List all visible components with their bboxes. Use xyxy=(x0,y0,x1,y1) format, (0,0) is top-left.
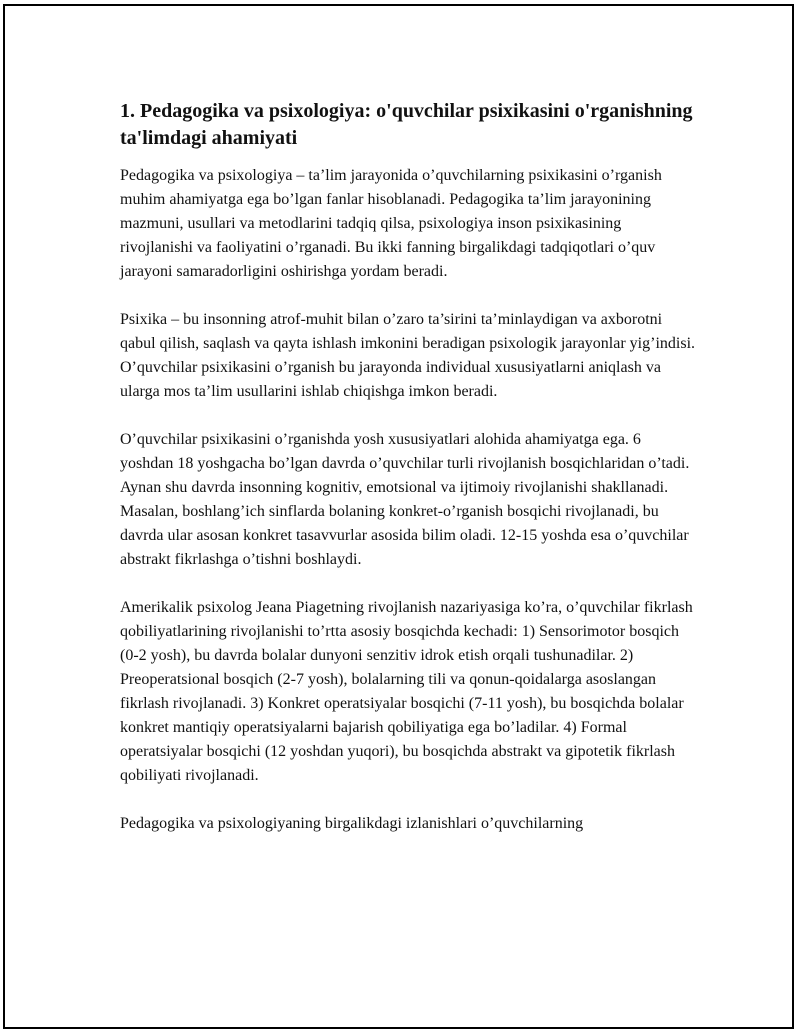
paragraph-3: O’quvchilar psixikasini o’rganishda yosh xususiyatlari alohida ahamiyatga ega. 6 yoshdan 18 yoshgacha bo’lgan davrda o’quvchilar turli rivojlanish bosqichlaridan o’tadi. Aynan shu davrda insonning kognitiv, emotsional va ijtimoiy rivojlanishi shakllanadi. Masalan, boshlang’ich sinflarda bolaning konkret-o’rganish bosqichi rivojlanadi, bu davrda ular asosan konkret tasavvurlar asosida bilim oladi. 12-15 yoshda esa o’quvchilar abstrakt fikrlashga o’tishni boshlaydi. xyxy=(120,431,690,568)
paragraph-4: Amerikalik psixolog Jeana Piagetning rivojlanish nazariyasiga ko’ra, o’quvchilar fikrlash qobiliyatlarining rivojlanishi to’rtta asosiy bosqichda kechadi: 1) Sensorimotor bosqich (0-2 yosh), bu davrda bolalar dunyoni senzitiv idrok etish orqali tushunadilar. 2) Preoperatsional bosqich (2-7 yosh), bolalarning tili va qonun-qoidalarga asoslangan fikrlash rivojlanadi. 3) Konkret operatsiyalar bosqichi (7-11 yosh), bu bosqichda bolalar konkret mantiqiy operatsiyalarni bajarish qobiliyatiga ega bo’ladilar. 4) Formal operatsiyalar bosqichi (12 yoshdan yuqori), bu bosqichda abstrakt va gipotetik fikrlash qobiliyati rivojlanadi. xyxy=(120,599,693,784)
document-page xyxy=(3,4,794,1029)
section-title: 1. Pedagogika va psixologiya: o'quvchilar psixikasini o'rganishning ta'limdagi ahamiyati xyxy=(120,100,693,149)
document-content xyxy=(120,98,695,860)
paragraph-2: Psixika – bu insonning atrof-muhit bilan o’zaro ta’sirini ta’minlaydigan va axborotni qabul qilish, saqlash va qayta ishlash imkonini beradigan psixologik jarayonlar yig’indisi. O’quvchilar psixikasini o’rganish bu jarayonda individual xususiyatlarni aniqlash va ularga mos ta’lim usullarini ishlab chiqishga imkon beradi. xyxy=(120,311,696,400)
paragraph-1: Pedagogika va psixologiya – ta’lim jarayonida o’quvchilarning psixikasini o’rganish muhim ahamiyatga ega bo’lgan fanlar hisoblanadi. Pedagogika ta’lim jarayonining mazmuni, usullari va metodlarini tadqiq qilsa, psixologiya inson psixikasining rivojlanishi va faoliyatini o’rganadi. Bu ikki fanning birgalikdagi tadqiqotlari o’quv jarayoni samaradorligini oshirishga yordam beradi. xyxy=(120,167,662,280)
paragraph-5: Pedagogika va psixologiyaning birgalikdagi izlanishlari o’quvchilarning xyxy=(120,815,584,832)
